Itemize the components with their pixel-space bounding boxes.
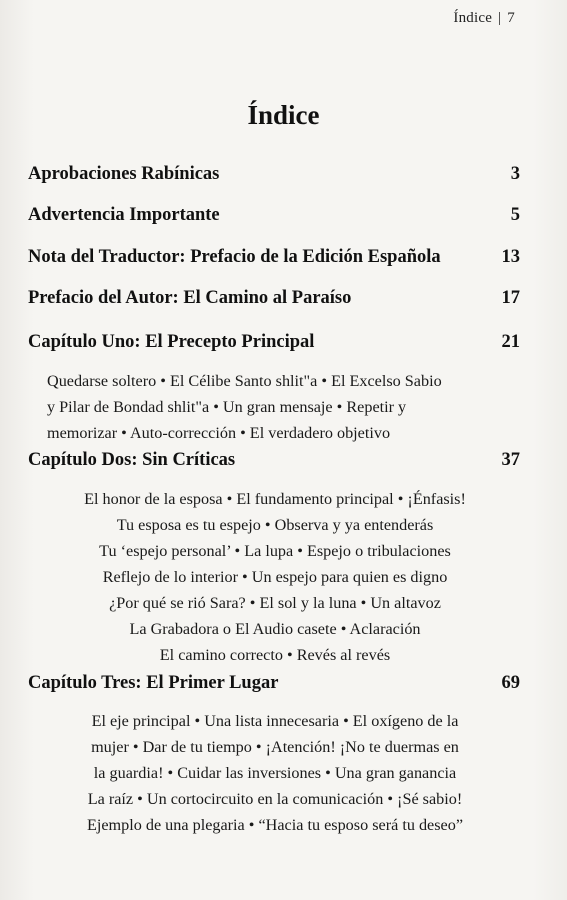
running-header [453, 10, 515, 27]
topic-line: Tu ‘espejo personal’ • La lupa • Espejo o tribulaciones [99, 542, 451, 560]
topic-line: mujer • Dar de tu tiempo • ¡Atención! ¡No te duermas en [91, 738, 459, 756]
header-section: Índice [453, 10, 493, 26]
toc-entry-page: 37 [501, 450, 520, 470]
toc-entry-label: Capítulo Uno: El Precepto Principal [28, 332, 315, 352]
toc-entry-page: 69 [501, 673, 520, 693]
topic-line: memorizar • Auto-corrección • El verdadero objetivo [47, 424, 391, 442]
chapter-3-topics [47, 708, 503, 838]
topic-line: El camino correcto • Revés al revés [159, 646, 391, 664]
topic-line: la guardia! • Cuidar las inversiones • Una gran ganancia [93, 764, 457, 782]
topic-line: Reflejo de lo interior • Un espejo para quien es digno [102, 568, 448, 586]
topic-line: La Grabadora o El Audio casete • Aclaración [129, 620, 421, 638]
toc-entry-label: Nota del Traductor: Prefacio de la Edición Española [28, 247, 441, 267]
topic-line: La raíz • Un cortocircuito en la comunicación • ¡Sé sabio! [87, 790, 463, 808]
toc-entry-page: 21 [501, 332, 520, 352]
toc-entry-page: 17 [501, 288, 520, 308]
topic-line: El eje principal • Una lista innecesaria • El oxígeno de la [91, 712, 459, 730]
header-page-number: 7 [507, 10, 515, 26]
toc-entry-label: Capítulo Dos: Sin Críticas [28, 450, 236, 470]
topic-line: Ejemplo de una plegaria • “Hacia tu esposo será tu deseo” [86, 816, 464, 834]
toc-entry-label: Capítulo Tres: El Primer Lugar [28, 673, 279, 693]
page-title: Índice [247, 100, 320, 130]
header-separator: | [498, 10, 502, 26]
chapter-1-topics [47, 368, 503, 446]
topic-line: Quedarse soltero • El Célibe Santo shlit"a • El Excelso Sabio [47, 372, 442, 390]
toc-entry-label: Prefacio del Autor: El Camino al Paraíso [28, 288, 352, 308]
toc-entry-label: Advertencia Importante [28, 205, 220, 225]
toc-entry-label: Aprobaciones Rabínicas [28, 164, 220, 184]
topic-line: ¿Por qué se rió Sara? • El sol y la luna • Un altavoz [109, 594, 441, 612]
topic-line: El honor de la esposa • El fundamento principal • ¡Énfasis! [84, 490, 466, 508]
topic-line: Tu esposa es tu espejo • Observa y ya entenderás [116, 516, 434, 534]
topic-line: y Pilar de Bondad shlit"a • Un gran mensaje • Repetir y [47, 398, 407, 416]
toc-entry-page: 5 [510, 205, 520, 225]
toc-entry-page: 13 [501, 247, 520, 267]
chapter-2-topics [47, 486, 503, 668]
toc-entry-page: 3 [510, 164, 520, 184]
